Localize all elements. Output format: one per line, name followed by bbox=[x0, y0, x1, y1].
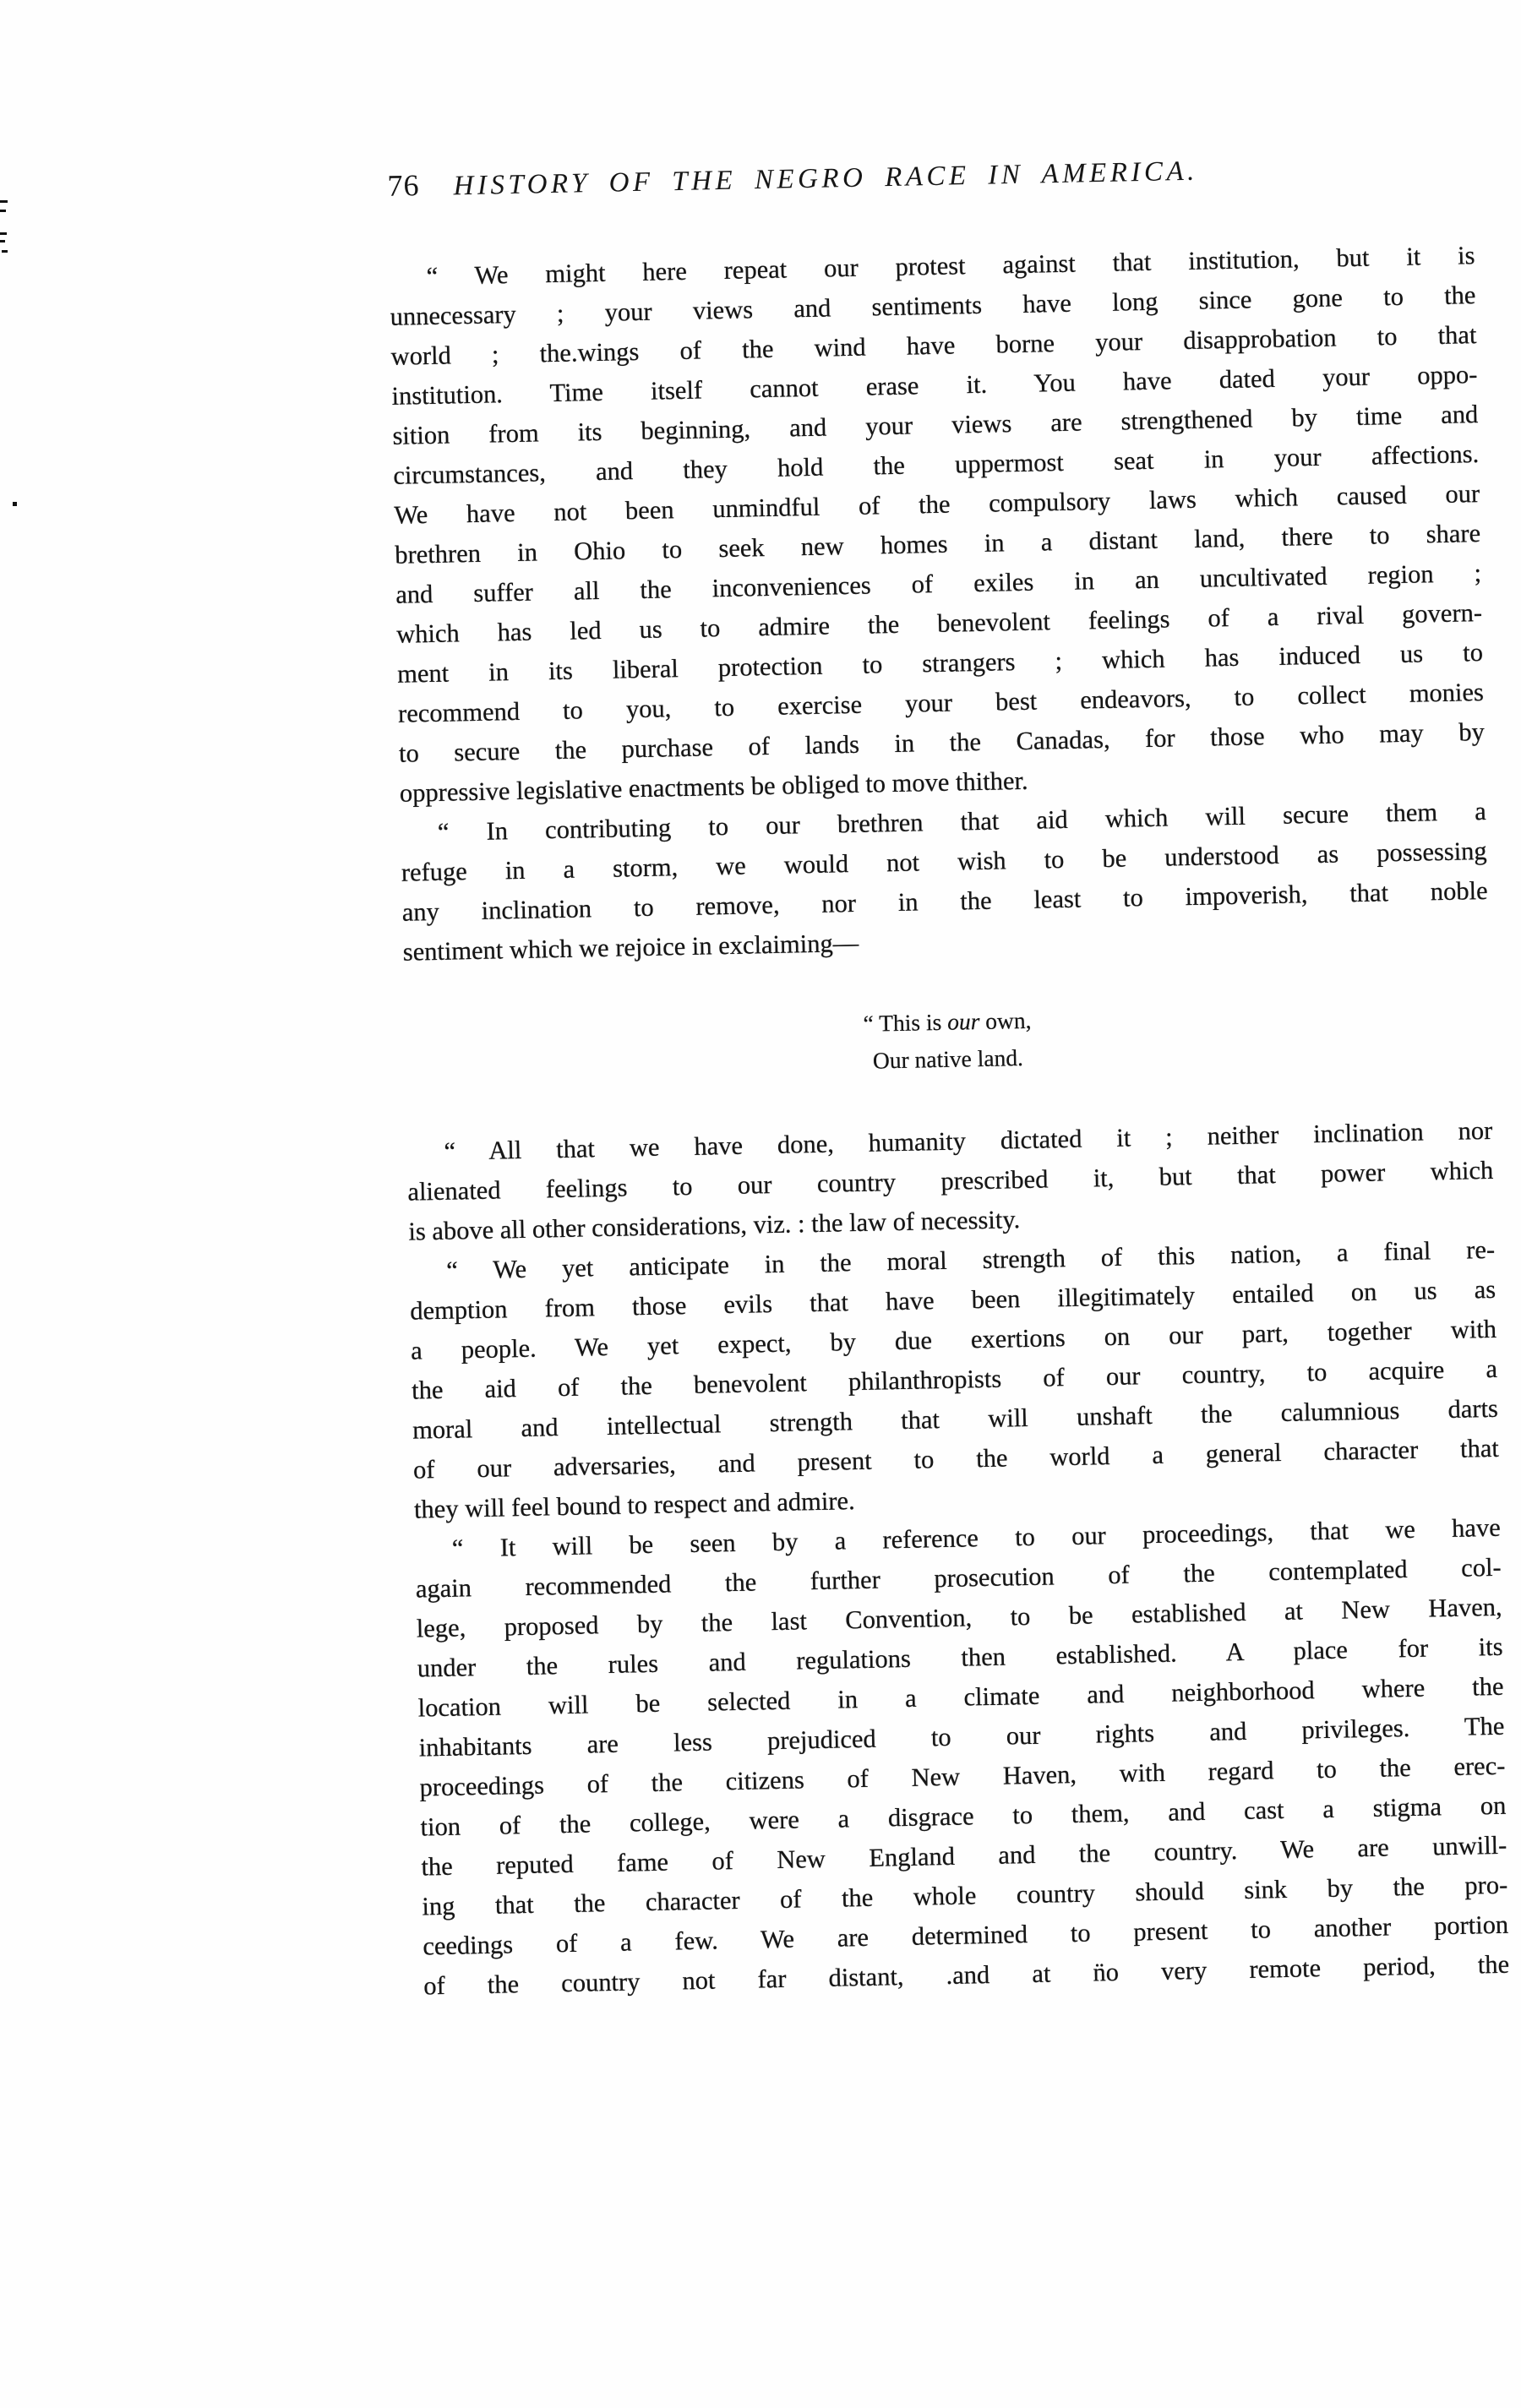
verse-text: “ This is bbox=[863, 1008, 948, 1037]
verse-text: Our native land. bbox=[872, 1044, 1024, 1074]
running-head bbox=[387, 146, 1474, 204]
text-line: world ; the.wings of the wind have borne your disapprobation to that bbox=[390, 320, 1477, 371]
text-line: “ It will be seen by a reference to our proceedings, that we have bbox=[451, 1512, 1502, 1563]
text-line: proceedings of the citizens of New Haven, with regard to the erec- bbox=[419, 1751, 1506, 1802]
text-line: We have not been unmindful of the compulsory laws which caused our bbox=[394, 479, 1480, 530]
page-number: 76 bbox=[387, 168, 420, 203]
text-line: ceedings of a few. We are determined to present to another portion bbox=[422, 1910, 1509, 1961]
text-line: inhabitants are less prejudiced to our rights and privileges. The bbox=[418, 1711, 1505, 1762]
text-line: “ In contributing to our brethren that aid which will secure them a bbox=[437, 796, 1487, 847]
running-title: HISTORY OF THE NEGRO RACE IN AMERICA. bbox=[453, 155, 1199, 202]
text-line: “ We yet anticipate in the moral strength of this nation, a final re- bbox=[445, 1234, 1496, 1285]
scan-artifact bbox=[13, 502, 17, 506]
text-line: sition from its beginning, and your views are strengthened by time and bbox=[392, 400, 1479, 450]
text-line: which has led us to admire the benevolent feelings of a rival govern- bbox=[395, 597, 1483, 649]
body-text bbox=[389, 236, 1509, 2006]
text-line: institution. Time itself cannot erase it. You have dated your oppo- bbox=[391, 360, 1478, 411]
text-line: “ All that we have done, humanity dictated it ; neither inclination nor bbox=[444, 1115, 1493, 1166]
verse-emphasis: our bbox=[946, 1008, 980, 1035]
text-line: is above all other considerations, viz. : the law of necessity. bbox=[408, 1205, 1021, 1246]
text-line: any inclination to remove, nor in the least to impoverish, that noble bbox=[401, 875, 1488, 927]
text-line: moral and intellectual strength that will unshaft the calumnious darts bbox=[412, 1393, 1499, 1445]
paragraph bbox=[400, 792, 1489, 972]
paragraph bbox=[414, 1508, 1509, 2007]
text-line: oppressive legislative enactments be obliged to move thither. bbox=[399, 765, 1028, 808]
scan-artifact bbox=[0, 200, 8, 203]
text-line: the aid of the benevolent philanthropists of our country, to acquire a bbox=[411, 1354, 1498, 1405]
verse-text: own, bbox=[979, 1006, 1032, 1035]
text-line: under the rules and regulations then established. A place for its bbox=[417, 1632, 1503, 1683]
text-line: of the country not far distant, .and at n̈o very remote period, the bbox=[422, 1949, 1510, 2001]
text-line: alienated feelings to our country prescribed it, but that power which bbox=[407, 1155, 1494, 1207]
text-line: location will be selected in a climate and neighborhood where the bbox=[417, 1671, 1504, 1723]
verse-quote bbox=[404, 993, 1491, 1089]
text-line: brethren in Ohio to seek new homes in a distant land, there to share bbox=[394, 519, 1481, 569]
text-line: of our adversaries, and present to the world a general character that bbox=[412, 1433, 1500, 1485]
paragraph bbox=[406, 1111, 1495, 1252]
text-line: sentiment which we rejoice in exclaiming— bbox=[402, 928, 859, 967]
text-line: a people. We yet expect, by due exertions on our part, together with bbox=[410, 1314, 1497, 1365]
text-line: the reputed fame of New England and the country. We are unwill- bbox=[421, 1830, 1507, 1882]
scan-artifact bbox=[0, 232, 7, 235]
text-line: ment in its liberal protection to strangers ; which has induced us to bbox=[396, 637, 1484, 689]
text-line: refuge in a storm, we would not wish to be understood as possessing bbox=[401, 836, 1487, 887]
text-line: unnecessary ; your views and sentiments have long since gone to the bbox=[390, 281, 1476, 331]
text-line: ing that the character of the whole country should sink by the pro- bbox=[422, 1870, 1508, 1921]
scan-artifact bbox=[2, 250, 8, 253]
scan-artifact bbox=[0, 240, 5, 242]
text-line: tion of the college, were a disgrace to them, and cast a stigma on bbox=[420, 1790, 1507, 1842]
text-line: “ We might here repeat our protest against that institution, but it is bbox=[426, 241, 1475, 291]
text-line: lege, proposed by the last Convention, to be established at New Haven, bbox=[416, 1592, 1502, 1643]
page-content bbox=[387, 146, 1509, 2006]
text-line: recommend to you, to exercise your best endeavors, to collect monies bbox=[397, 677, 1485, 728]
text-line: they will feel bound to respect and admire. bbox=[413, 1486, 855, 1524]
paragraph bbox=[409, 1230, 1500, 1530]
text-line: to secure the purchase of lands in the Canadas, for those who may by bbox=[398, 716, 1486, 768]
text-line: demption from those evils that have been illegitimately entailed on us as bbox=[409, 1274, 1496, 1326]
paragraph bbox=[389, 236, 1486, 814]
text-line: circumstances, and they hold the uppermost seat in your affections. bbox=[393, 439, 1480, 490]
scan-artifact bbox=[0, 210, 6, 212]
text-line: and suffer all the inconveniences of exiles in an uncultivated region ; bbox=[395, 558, 1482, 609]
text-line: again recommended the further prosecution of the contemplated col- bbox=[415, 1552, 1502, 1604]
